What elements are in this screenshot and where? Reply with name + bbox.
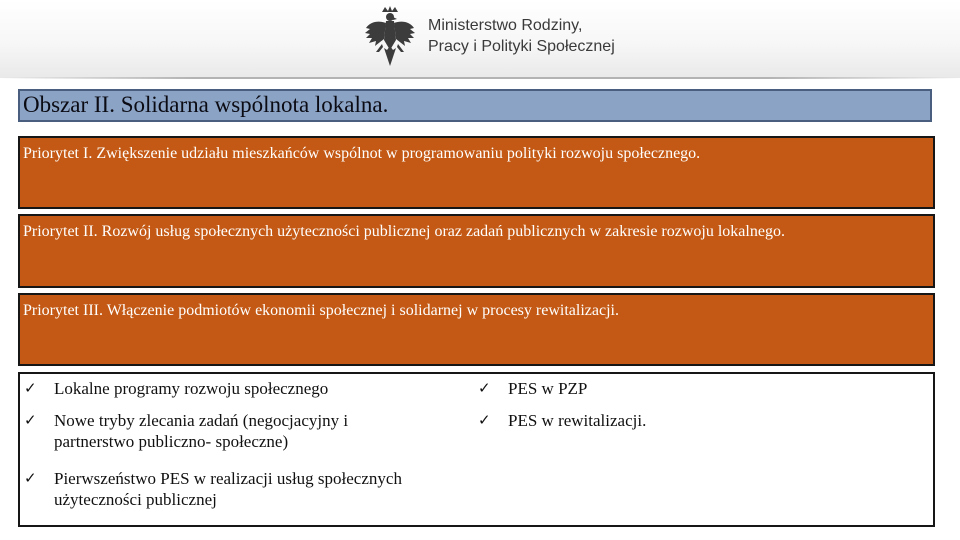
list-item-text: partnerstwo publiczno- społeczne) (54, 432, 289, 451)
checkmark-icon: ✓ (478, 379, 491, 397)
list-item-text: PES w rewitalizacji. (508, 411, 647, 430)
ministry-name (428, 15, 615, 57)
ministry-name-line1: Ministerstwo Rodziny, (428, 17, 583, 34)
checklist-box (18, 372, 935, 527)
priority-box-3: Priorytet III. Włączenie podmiotów ekonomii społecznej i solidarnej w procesy rewitalizacji. (18, 293, 935, 366)
checkmark-icon: ✓ (24, 469, 37, 487)
header-divider (0, 77, 960, 79)
list-item-text: użyteczności publicznej (54, 490, 217, 509)
polish-eagle-emblem-icon (364, 6, 416, 68)
ministry-name-line2: Pracy i Polityki Społecznej (428, 38, 615, 55)
list-item (476, 410, 646, 431)
list-item (22, 410, 348, 452)
priority-box-2: Priorytet II. Rozwój usług społecznych użyteczności publicznej oraz zadań publicznych w zakresie rozwoju lokalnego. (18, 214, 935, 288)
area-title-bar (18, 89, 932, 122)
checkmark-icon: ✓ (24, 379, 37, 397)
list-item-text: Pierwszeństwo PES w realizacji usług społecznych (54, 469, 402, 488)
checkmark-icon: ✓ (478, 411, 491, 429)
list-item-text: PES w PZP (508, 379, 588, 398)
area-title: Obszar II. Solidarna wspólnota lokalna. (23, 92, 389, 117)
list-item (22, 468, 402, 510)
list-item (476, 378, 587, 399)
list-item-text: Nowe tryby zlecania zadań (negocjacyjny i (54, 411, 349, 430)
list-item (22, 378, 328, 399)
priority-box-1: Priorytet I. Zwiększenie udziału mieszkańców wspólnot w programowaniu polityki rozwoju społecznego. (18, 136, 935, 209)
checkmark-icon: ✓ (24, 411, 37, 429)
list-item-text: Lokalne programy rozwoju społecznego (54, 379, 329, 398)
